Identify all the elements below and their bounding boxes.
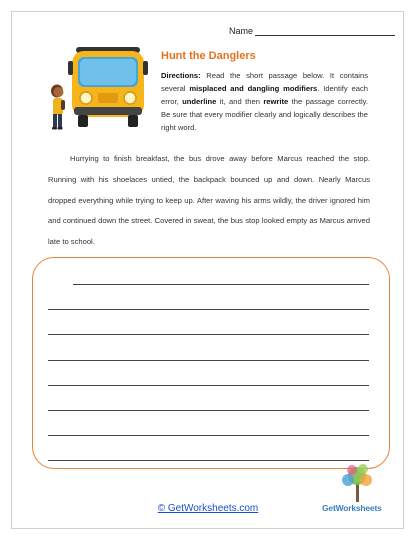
directions-label: Directions: — [161, 71, 201, 80]
name-field[interactable] — [229, 26, 395, 36]
answer-line[interactable] — [48, 360, 369, 361]
boy-figure — [51, 85, 65, 130]
name-line[interactable] — [255, 26, 395, 36]
answer-line[interactable] — [48, 334, 369, 335]
answer-line[interactable] — [73, 284, 369, 285]
getworksheets-logo-text: GetWorksheets — [322, 503, 382, 513]
answer-line[interactable] — [48, 309, 369, 310]
answer-line[interactable] — [48, 410, 369, 411]
school-bus-illustration — [44, 43, 152, 131]
name-label: Name — [229, 26, 254, 36]
answer-box — [32, 257, 390, 469]
passage-paragraph: Hurrying to finish breakfast, the bus drove away before Marcus reached the stop. Running with his shoelaces untied, the backpack bounced up and down. Nearly Marcus dropped everything while trying to keep up. After waving his arms wildly, the driver ignored him and continued down the street. Covered in sweat, the bus stop looked empty as Marcus arrived late to school. — [48, 154, 370, 247]
answer-line[interactable] — [48, 385, 369, 386]
answer-line[interactable] — [48, 435, 369, 436]
worksheet-title: Hunt the Danglers — [161, 50, 256, 62]
reading-passage — [48, 149, 370, 253]
bus-figure — [68, 47, 148, 127]
getworksheets-link[interactable]: © GetWorksheets.com — [157, 503, 259, 514]
directions-text: Directions: Read the short passage below. It contains several misplaced and dangling modifiers. Identify each error, underline it, and then rewrite the passage correctly. Be sure that every modifier clearly and logically describes the right word. — [161, 71, 368, 132]
